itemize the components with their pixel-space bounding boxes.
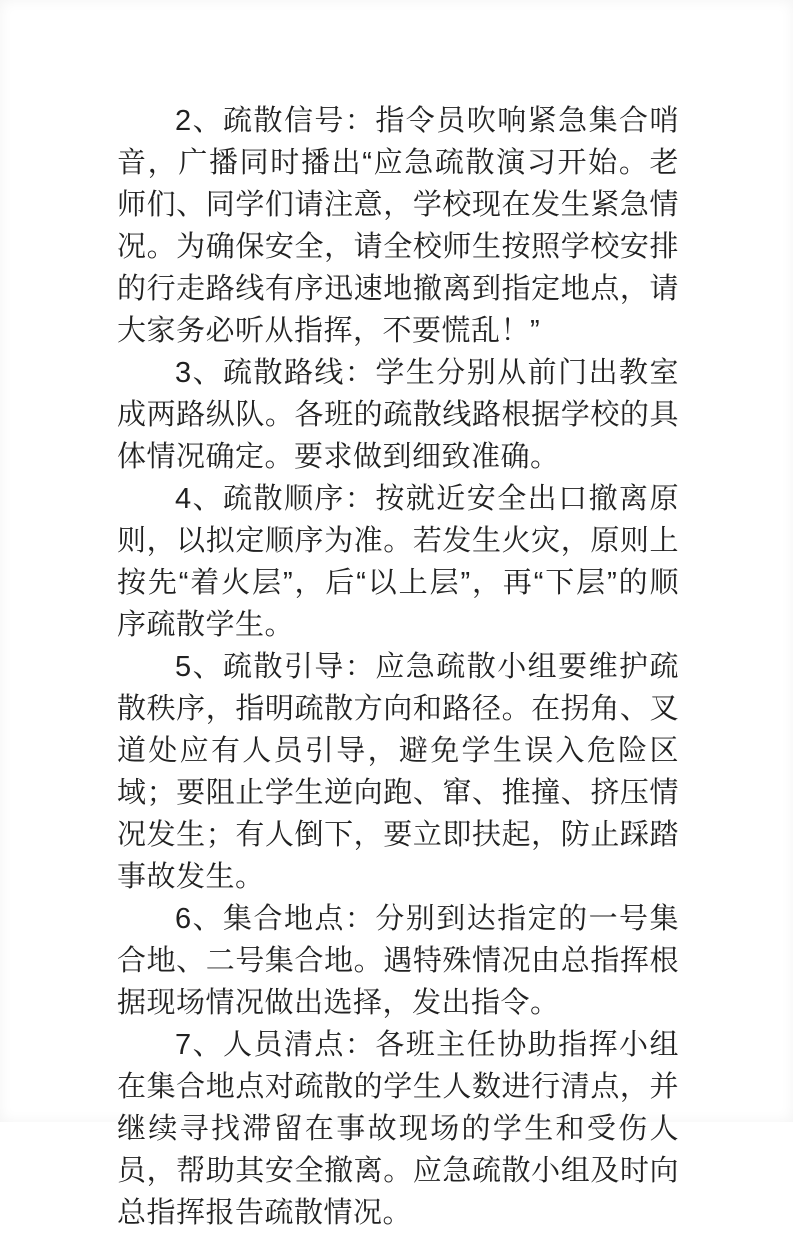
paragraph-item-7: 7、人员清点：各班主任协助指挥小组在集合地点对疏散的学生人数进行清点，并继续寻找滞留在事故现场的学生和受伤人员，帮助其安全撤离。应急疏散小组及时向总指挥报告疏散情况。 bbox=[117, 1029, 679, 1229]
paragraph-item-3: 3、疏散路线：学生分别从前门出教室成两路纵队。各班的疏散线路根据学校的具体情况确定。要求做到细致准确。 bbox=[117, 357, 679, 473]
document-text-block bbox=[117, 100, 679, 1234]
paragraph-item-4: 4、疏散顺序：按就近安全出口撤离原则，以拟定顺序为准。若发生火灾，原则上按先“着火层”，后“以上层”，再“下层”的顺序疏散学生。 bbox=[117, 483, 679, 641]
paragraph-item-6: 6、集合地点：分别到达指定的一号集合地、二号集合地。遇特殊情况由总指挥根据现场情况做出选择，发出指令。 bbox=[117, 903, 679, 1019]
paragraph-item-2: 2、疏散信号：指令员吹响紧急集合哨音，广播同时播出“应急疏散演习开始。老师们、同学们请注意，学校现在发生紧急情况。为确保安全，请全校师生按照学校安排的行走路线有序迅速地撤离到指定地点，请大家务必听从指挥，不要慌乱！” bbox=[117, 105, 679, 347]
paragraph-item-5: 5、疏散引导：应急疏散小组要维护疏散秩序，指明疏散方向和路径。在拐角、叉道处应有人员引导，避免学生误入危险区域；要阻止学生逆向跑、窜、推撞、挤压情况发生；有人倒下，要立即扶起，防止踩踏事故发生。 bbox=[117, 651, 679, 893]
